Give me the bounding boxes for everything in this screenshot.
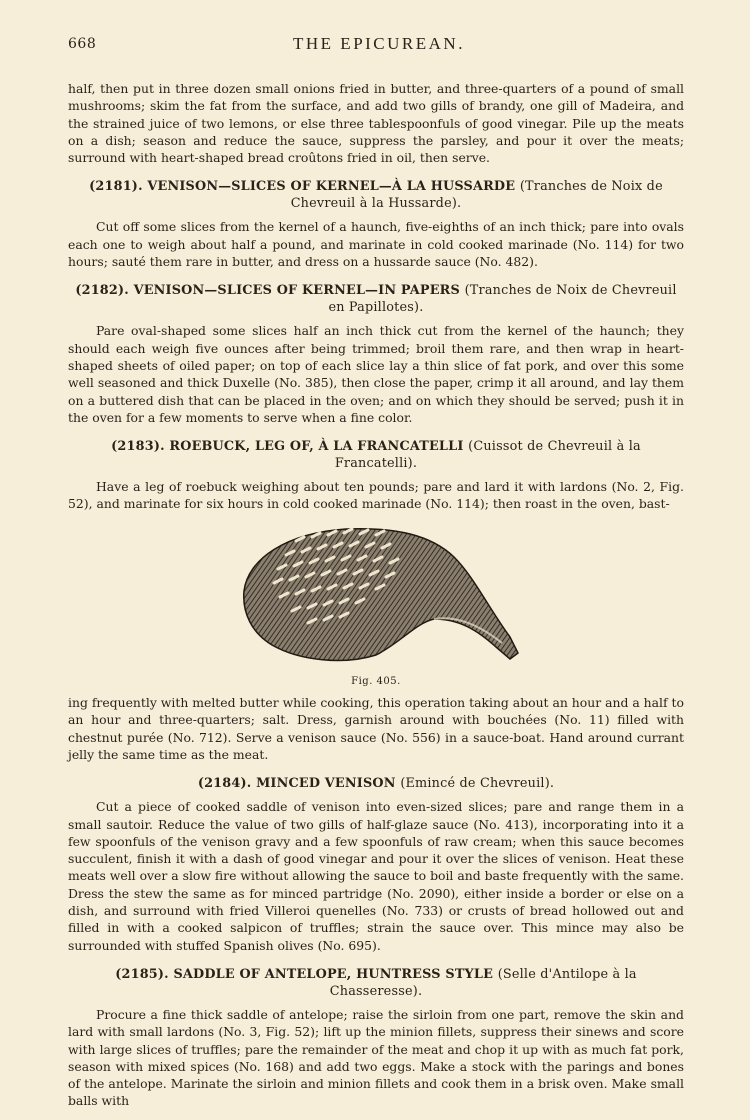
- recipe-text-2185: Procure a fine thick saddle of antelope; raise the sirloin from one part, remove the skin and lard with small lardons (No. 3, Fig. 52); lift up the minion fillets, suppress their sinews and score with large slices of truffles; pare the remainder of the meat and chop it up with as much fat pork, season with mixed spices (No. 168) and add two eggs. Make a stock with the parings and bones of the antelope. Marinate the sirloin and minion fillets and cook them in a brisk oven. Make small balls with: [68, 1006, 684, 1109]
- recipe-text-2183-after: ing frequently with melted butter while cooking, this operation taking about an hour and a half to an hour and three-quarters; salt. Dress, garnish around with bouchées (No. 11) filled with chestnut purée (No. 712). Serve a venison sauce (No. 556) in a sauce-boat. Hand around currant jelly the same time as the meat.: [68, 695, 684, 762]
- recipe-heading-2184: [68, 775, 684, 792]
- recipe-french-title: (Tranches de Noix de Chevreuil à la Hussarde).: [290, 179, 663, 212]
- page-header: [68, 36, 690, 56]
- intro-paragraph: half, then put in three dozen small onions fried in butter, and three-quarters of a pound of small mushrooms; skim the fat from the surface, and add two gills of brandy, one gill of Madeira, and the strained juice of two lemons, or else three tablespoonfuls of good vinegar. Pile up the meats on a dish; season and reduce the sauce, suppress the parsley, and pour it over the meats; surround with heart-shaped bread croûtons fried in oil, then serve.: [68, 81, 684, 166]
- page-body: [68, 80, 684, 1110]
- recipe-french-title: (Tranches de Noix de Chevreuil en Papillotes).: [328, 283, 677, 316]
- recipe-title: (2182). VENISON—SLICES OF KERNEL—IN PAPERS: [75, 283, 460, 299]
- recipe-heading-2182: [68, 282, 684, 316]
- figure-caption: Fig. 405.: [351, 675, 401, 687]
- recipe-title: (2181). VENISON—SLICES OF KERNEL—À LA HUSSARDE: [89, 179, 516, 195]
- recipe-text-2183-before: Have a leg of roebuck weighing about ten pounds; pare and lard it with lardons (No. 2, Fig. 52), and marinate for six hours in cold cooked marinade (No. 114); then roast in the oven, bast-: [68, 479, 684, 512]
- recipe-french-title: (Selle d'Antilope à la Chasseresse).: [329, 966, 637, 999]
- recipe-french-title: (Emincé de Chevreuil).: [400, 776, 555, 792]
- figure-405: [68, 519, 684, 690]
- recipe-heading-2183: [68, 438, 684, 472]
- recipe-text-2182: Pare oval-shaped some slices half an inch thick cut from the kernel of the haunch; they should each weigh five ounces after being trimmed; broil them rare, and then wrap in heart-shaped sheets of oiled paper; on top of each slice lay a thin slice of fat pork, and over this some well seasoned and thick Duxelle (No. 385), then close the paper, crimp it all around, and lay them on a buttered dish that can be placed in the oven; and on which they should be served; push it in the oven for a few moments to serve when a fine color.: [68, 323, 684, 425]
- larded-roebuck-leg-illustration: [226, 519, 526, 669]
- recipe-text-2184: Cut a piece of cooked saddle of venison into even-sized slices; pare and range them in a small sautoir. Reduce the value of two gills of half-glaze sauce (No. 413), incorporating into it a few spoonfuls of the venison gravy and a few spoonfuls of raw cream; when this sauce becomes succulent, finish it with a dash of good vinegar and pour it over the slices of venison. Heat these meats well over a slow fire without allowing the sauce to boil and baste frequently with the same. Dress the stew the same as for minced partridge (No. 2090), either inside a border or else on a dish, and surround with fried Villeroi quenelles (No. 733) or crusts of bread hollowed out and filled in with a cooked salpicon of truffles; strain the sauce over. This mince may also be surrounded with stuffed Spanish olives (No. 695).: [68, 799, 684, 953]
- recipe-heading-2185: [68, 966, 684, 1000]
- recipe-text-2181: Cut off some slices from the kernel of a haunch, five-eighths of an inch thick; pare into ovals each one to weigh about half a pound, and marinate in cold cooked marinade (No. 114) for two hours; sauté them rare in butter, and dress on a hussarde sauce (No. 482).: [68, 219, 684, 270]
- recipe-french-title: (Cuissot de Chevreuil à la Francatelli).: [334, 439, 641, 472]
- recipe-heading-2181: [68, 178, 684, 212]
- recipe-title: (2185). SADDLE OF ANTELOPE, HUNTRESS STYLE: [115, 966, 494, 982]
- recipe-title: (2184). MINCED VENISON: [197, 776, 396, 792]
- running-title: THE EPICUREAN.: [293, 34, 465, 53]
- page-number: 668: [68, 36, 97, 52]
- recipe-title: (2183). ROEBUCK, LEG OF, À LA FRANCATELLI: [111, 439, 464, 455]
